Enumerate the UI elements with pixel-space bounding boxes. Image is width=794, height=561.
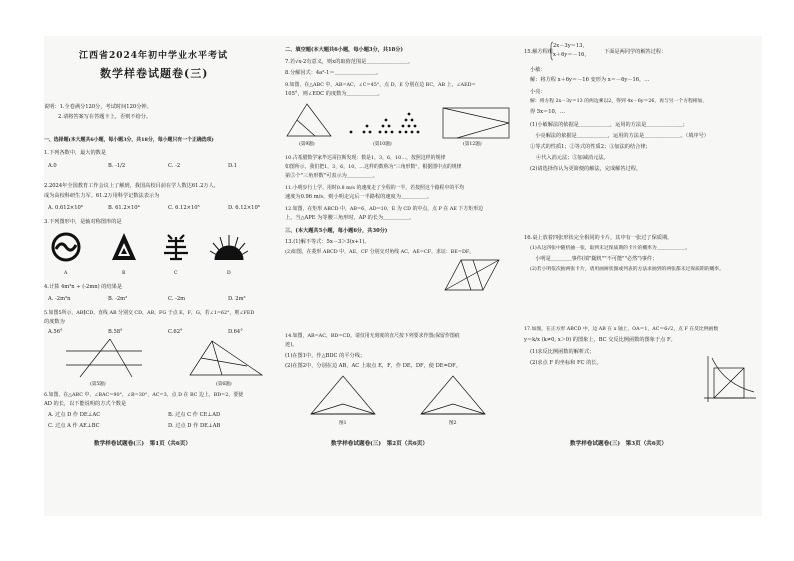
q3-label-a: A [64,271,68,276]
q3-stem: 3.下列图形中，是轴对称图形的是 [44,219,122,225]
q6-option-c: C. 过点 A 作 AE⊥BC [48,423,100,429]
page-1-footer: 数学样卷试题卷(三) 第1页（共6页） [94,441,191,447]
q4-option-d: D. 2m² [228,296,246,302]
q14-figure-1 [311,376,375,414]
q12-line-1: 12.如图，在矩形 ABCD 中，AB=6，AD=10，E 为 CD 的中点，点 P 在 AE 下方矩形边 [285,206,483,212]
q1-option-a: A.0 [48,163,57,169]
fig6-diagram [190,341,262,375]
q14-line-3: (1)在图1中，作△BDC 的平分线； [285,353,366,359]
q14-line-4: (2)在图2中，分别在边 AB，AC 上取点 E，F，作 DE，DF，使 DE=DF。 [285,363,461,369]
q4-option-b: B. -2m² [108,296,128,302]
q14-line-1: 14.如图，AB=AC，BD=CD。请仅用无刻度的直尺按下列要求作图(保留作图痕 [285,333,460,339]
q7: 7.若√x-2有意义，则x的取值范围是＿＿＿＿＿＿＿＿。 [285,59,414,65]
q17-line-4: (2)求点 F 的坐标和 FC 的长。 [530,360,602,366]
q15-line-1: 小敏： [530,67,546,73]
q16-line-2: (1)从这四张中随机抽一张，取到未过保质期的卡片的概率为＿＿＿＿＿＿。 [530,246,691,251]
q3-label-b: B [122,271,126,276]
q15-line-5: 得 5x＝10，… [530,109,566,115]
q13-line-2: (2)如图，在菱形 ABCD 中，AE，CF 分别交对角线 AC，AE=CF，求证：BE=DF。 [285,249,475,255]
fig5-diagram [66,339,142,377]
page-1 [44,36,283,516]
fig9-diagram [287,104,331,136]
q16-line-3: 小明是＿＿＿＿事件(填"随机""不可能""必然")事件； [530,256,658,262]
page-3-footer: 数学样卷试题卷(三) 第3页（共6页） [570,441,667,447]
q17-line-3: (1)求反比例函数的解析式； [530,349,595,355]
page-2-footer: 数学样卷试题卷(三) 第2页（共6页） [331,441,428,447]
q4-option-a: A. -2m²n [48,296,71,302]
q17-coordinate-figure [702,354,758,404]
q14-fig1-caption: 图1 [339,421,347,426]
q14-fig2-caption: 图2 [449,421,457,426]
q15-tail: 下面是两同学的解答过程： [604,49,667,55]
q8: 8.分解因式：4a²-1＝＿＿＿＿＿＿＿＿。 [285,70,382,76]
q3-figures [50,231,276,277]
q5-q6-figures [62,339,272,387]
q5-stem: 5.如图5所示，AB∥CD，直线 AB 分别交 CD，AB，FG 于点 E，F，G，若∠1=62°，则∠FED [44,310,255,316]
q13-line-1: 13.(1)解不等式：5x－3＞3(x+1)。 [285,239,370,245]
q3-label-d: D [227,271,231,276]
note-1: 说明：1.全卷满分120分，考试时间120分钟。 [44,104,152,110]
q13-rhombus-figure [443,258,503,294]
q2-option-d: D. 6.12×10⁶ [228,205,260,211]
note-2: 2.请将答案写在答题卡上，否则不给分。 [58,114,152,120]
q9-line-2: 105°，则∠EDC 的度数为＿＿＿＿＿＿。 [285,91,383,97]
q9-q10-q12-figures [285,102,517,146]
fig12-caption: (第12题) [463,142,482,147]
section-3-header: 三、(本大题共5小题，每小题6分，共30分) [285,228,388,234]
q12-line-2: 上，当△APE 为等腰三角形时，AP 的长为＿＿＿＿＿。 [285,215,415,221]
fig9-caption: (第9题) [299,142,315,147]
section-1-header: 一、选择题(本大题共6小题，每小题3分，共18分，每小题只有一个正确选项) [44,137,214,143]
q17-line-2: y＝k/x (k≠0, x＞0) 的图象上，BC 交反比例函数的图象于点 F。 [524,337,676,343]
q1-option-b: B. -1/2 [108,163,126,169]
q5-option-c: C.62° [168,329,183,335]
q11-line-1: 11.小明步行上学，用时0.8 m/s 的速度走了全程的一半，若按照这个路程中的平均 [285,185,465,191]
q15-eq-2: x＋6y＝－16， [553,52,590,58]
q10-line-1: 10.古希腊数学家毕达哥拉斯发现：数是1，3，6，10…，按照这样的规律 [285,155,446,161]
q15-head: 15.解方程组 [524,49,553,55]
q15-line-2: 解：将方程 x＋6y＝－16 变形为 x＝－6y－16，… [530,77,650,83]
q2-option-b: B. 61.2×10⁴ [108,205,140,211]
q16-line-1: 16.桌上放着四张形状完全相同的卡片，其中有一张过了保质期。 [524,235,673,241]
q11-line-2: 速度为0.96 m/s，则小明走完后一半路程的速度为＿＿＿＿＿。 [285,194,433,200]
q15-line-9: ④代入消元法；⑤加减消元法。 [536,155,609,161]
page-3 [522,36,761,516]
fig6-caption: (第6题) [216,382,232,387]
q14-figures [303,374,503,424]
q15-line-3: 小亮： [530,89,546,95]
q6-line-1: 6.如图，在△ABC 中，∠BAC=90°，∠B=30°，AC=3，点 D 在 BC 边上，BD=2，要使 [44,392,244,398]
q1-stem: 1.下列各数中，最大的数是 [44,150,107,156]
exam-title: 江西省2024年初中学业水平考试 [79,51,229,61]
q2-option-a: A. 0.612×10⁶ [48,205,83,211]
q4-option-c: C. -2m [168,296,186,302]
q3-figure-a [53,234,79,260]
q10-line-3: 第⑤个"三角形数"可表示为＿＿＿＿＿。 [285,173,378,179]
q15-line-4: 解：将方程 2x－3y＝13 的两边乘以2，得到 4x－6y＝26，再与另一个方程相加， [530,99,708,104]
fig12-diagram [443,108,509,138]
fig10-caption: (第10题) [373,142,392,147]
q15-eq-1: 2x－3y＝13， [553,43,588,49]
q5-option-d: D.64° [228,329,243,335]
paper-title: 数学样卷试题卷(三) [100,67,209,80]
q9-line-1: 9.如图，在△ABC 中，AB=AC，∠C=45°，点 D，E 分别在边 BC，AB 上，∠AED= [285,82,476,88]
fig10-dots [350,113,420,134]
q3-figure-d [210,235,248,260]
q1-option-c: C. -2 [168,163,181,169]
q3-label-c: C [174,271,178,276]
q2-line-1: 2.2024年全国教育工作会议上了解到，我国高校目前在学人数达61.2万人， [44,183,219,189]
page-2 [283,36,522,516]
q14-line-2: 迹)。 [285,342,298,348]
q3-figure-b [112,233,136,260]
q1-option-d: D.1 [228,163,237,169]
q6-option-a: A. 过点 D 作 DE⊥AC [48,412,101,418]
q15-line-6: (1)小敏解法的依据是＿＿＿＿＿＿，运用的方法是＿＿＿＿＿＿＿； [530,122,688,128]
q2-option-c: C. 6.12×10⁵ [168,205,200,211]
brace-icon [550,42,554,60]
q6-option-d: D. 过点 D 作 DE⊥AB [168,423,221,429]
fig5-caption: (第5题) [90,382,106,387]
q5-option-b: B.58° [108,329,123,335]
q14-figure-2 [421,376,485,414]
q2-line-2: 成为高校科研生力军。61.2万用科学记数法表示为 [44,193,160,199]
q17-line-1: 17.如图，在正方形 ABCD 中，边 AB 在 x 轴上，OA＝1，AC＝6√2，点 F 在反比例函数 [524,327,719,332]
section-2-header: 二、填空题(本大题共6小题，每小题3分，共18分) [285,47,403,53]
q6-option-b: B. 过点 C 作 CE⊥AD [168,412,221,418]
q16-line-4: (2)若小明依次抽两张卡片，请用画树状图或列表的方法求抽到的两张都未过保质期的概率。 [530,267,724,272]
q3-figure-c [164,235,188,260]
q10-line-2: 如图所示，我们把1，3，6，10，…这样的数称为"三角形数"，根据图中点的规律 [285,164,462,170]
q4-stem: 4.计算 4m²n ÷ (-2mn) 的结果是 [44,284,123,290]
q15-line-7: 小亮解法的依据是＿＿＿＿＿＿，运用的方法是＿＿＿＿＿＿＿。（填序号） [530,133,709,139]
q15-line-10: (2)请选择你认为更简便的解法，完成解答过程。 [530,166,642,172]
exam-sheet [44,36,762,516]
q5-stem-2: 的度数为 [44,319,65,325]
q6-line-2: AD 的长，以下能说明的方式个数是 [44,401,127,407]
q5-option-a: A.56° [48,329,63,335]
q15-line-8: ①等式的性质1；②等式的性质2；③加法的结合律； [530,144,651,150]
